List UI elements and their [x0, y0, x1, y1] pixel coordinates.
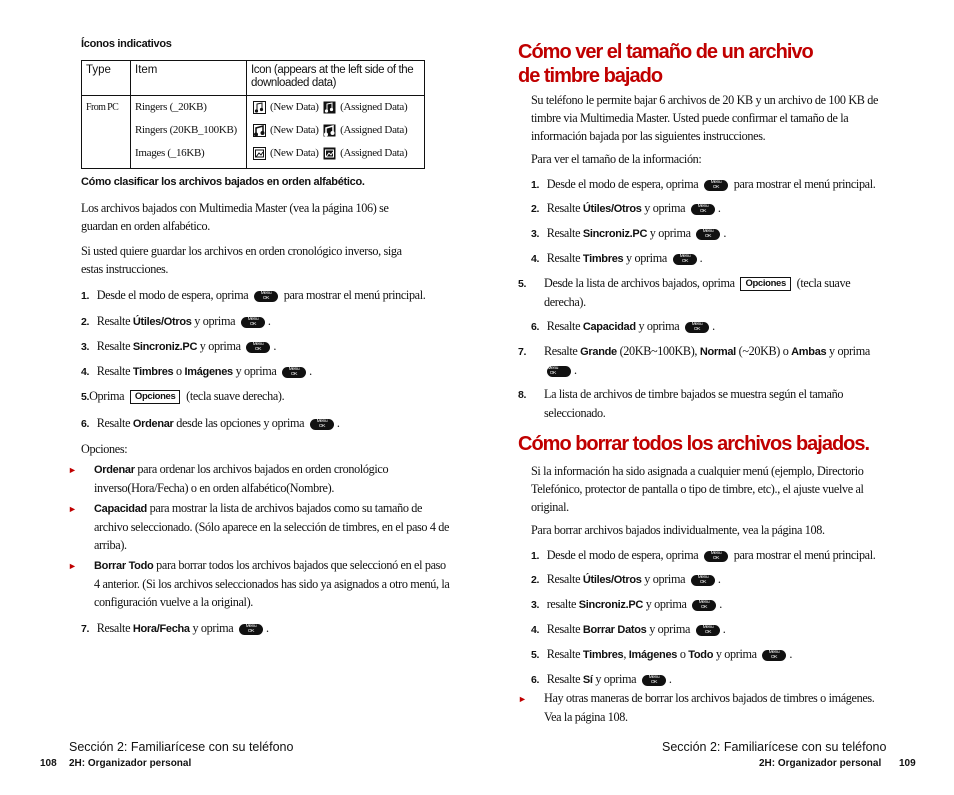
step-keyword: Sincroniz.PC: [582, 228, 648, 240]
step-text: Resalte: [546, 647, 581, 661]
option-ordenar: [68, 460, 450, 497]
step-number: 6.: [81, 418, 90, 430]
option-keyword: Borrar Todo: [94, 560, 154, 572]
step-number: 7.: [81, 623, 90, 635]
item-ringers-small: Ringers (_20KB): [135, 101, 207, 113]
right-note: [518, 689, 884, 726]
step-keyword: Imágenes: [184, 366, 233, 378]
menu-ok-icon: Menu OK: [673, 254, 697, 265]
para-2: Si usted quiere guardar los archivos en orden cronológico inverso, siga estas instrucciones.: [81, 244, 402, 276]
step-keyword: Normal: [699, 346, 736, 358]
step-text: y oprima: [638, 319, 680, 333]
left-page-number: 108: [40, 758, 57, 769]
right-intro-2: Para ver el tamaño de la información:: [531, 152, 702, 166]
bullet-arrow-icon: ►: [518, 694, 527, 704]
step-text: Desde el modo de espera, oprima: [96, 288, 249, 302]
bullet-arrow-icon: ►: [68, 561, 77, 571]
right-intro-4: Para borrar archivos bajados individualmente, vea la página 108.: [531, 523, 825, 537]
step-keyword: Capacidad: [582, 321, 636, 333]
right-step-4: 4. Resalte Timbres y oprima Menu OK .: [531, 249, 702, 268]
step-number: 1.: [531, 550, 540, 562]
step-text: y oprima: [644, 572, 686, 586]
step-keyword: Timbres: [132, 366, 174, 378]
left-footer-chapter: 2H: Organizador personal: [69, 758, 192, 769]
step-keyword: Ambas: [791, 346, 827, 358]
step-number: 2.: [531, 574, 540, 586]
step-text: y oprima: [715, 647, 757, 661]
step-keyword: Todo: [688, 649, 714, 661]
icons-heading: Íconos indicativos: [81, 38, 172, 50]
opciones-softkey: Opciones: [740, 277, 791, 291]
assigned-data-label: (Assigned Data): [340, 124, 408, 136]
item-ringers-large: Ringers (20KB_100KB): [135, 124, 237, 136]
header-icon: Icon (appears at the left side of the downloaded data): [247, 61, 425, 96]
title-ver-tamano: Cómo ver el tamaño de un archivo de timbre bajado: [518, 41, 813, 87]
assigned-data-label: (Assigned Data): [340, 101, 408, 113]
right-step-1: [531, 175, 875, 194]
menu-ok-icon: Menu OK: [246, 342, 270, 353]
menu-ok-icon: Menu OK: [691, 575, 715, 586]
right2-step-6: 6. Resalte Sí y oprima Menu OK .: [531, 670, 672, 689]
step-text: Resalte: [546, 201, 581, 215]
step-number: 3.: [531, 599, 540, 611]
new-data-label: (New Data): [270, 101, 319, 113]
left-step-1: [81, 286, 425, 305]
step-number: 7.: [518, 346, 527, 358]
left-step-7: 7. Resalte Hora/Fecha y oprima Menu OK .: [81, 619, 269, 638]
step-number: 2.: [531, 203, 540, 215]
right-intro-3: Si la información ha sido asignada a cualquier menú (ejemplo, Directorio Telefónico, protector de pantalla o tipo de timbre, etc)., el ajuste vuelve al original.: [531, 464, 864, 514]
step-text: y oprima: [829, 344, 870, 358]
new-data-label: (New Data): [270, 147, 319, 159]
menu-ok-icon: Menu OK: [547, 366, 571, 377]
step-text: (~20KB) o: [738, 344, 789, 358]
step-text: y oprima: [194, 314, 236, 328]
step-text: y oprima: [199, 339, 241, 353]
step-text: Resalte: [96, 339, 131, 353]
option-keyword: Ordenar: [94, 464, 135, 476]
menu-ok-icon: Menu OK: [239, 624, 263, 635]
step-keyword: Timbres: [582, 649, 624, 661]
step-text: Resalte: [546, 226, 581, 240]
type-cell: From PC: [82, 96, 131, 169]
ringer-large-new-icon: [253, 124, 266, 137]
icon-row-images: [251, 142, 420, 165]
icon-cell: [247, 96, 425, 169]
assigned-data-label: (Assigned Data): [340, 147, 408, 159]
opciones-softkey: Opciones: [130, 390, 181, 404]
step-number: 1.: [531, 179, 540, 191]
step-keyword: Ordenar: [132, 418, 174, 430]
right-step-6: 6. Resalte Capacidad y oprima Menu OK .: [531, 317, 715, 336]
step-keyword: Timbres: [582, 253, 624, 265]
right-step-3: 3. Resalte Sincroniz.PC y oprima Menu OK .: [531, 224, 726, 243]
menu-ok-icon: Menu OK: [704, 551, 728, 562]
option-text: para mostrar la lista de archivos bajados como su tamaño de archivo seleccionado. (Sólo aparece en la selección de timbres, en el paso 4 de arriba).: [94, 501, 450, 552]
table-row: [82, 96, 425, 169]
menu-ok-icon: Menu OK: [704, 180, 728, 191]
option-capacidad: [68, 499, 450, 554]
icon-row-ringers-small: [251, 96, 420, 119]
right-step-7: 7. Resalte Grande (20KB~100KB), Normal (~20KB) o Ambas y oprima Menu OK .: [518, 344, 870, 377]
options-label: Opciones:: [81, 442, 128, 456]
step-text: Desde la lista de archivos bajados, oprima: [544, 276, 735, 290]
item-images: Images (_16KB): [135, 147, 205, 159]
step-keyword: Útiles/Otros: [132, 316, 192, 328]
step-number: 5.: [81, 391, 90, 403]
step-text: Resalte: [96, 364, 131, 378]
step-text: (20KB~100KB),: [619, 344, 698, 358]
menu-ok-icon: Menu OK: [762, 650, 786, 661]
step-number: 4.: [81, 366, 90, 378]
step-text: resalte: [546, 597, 577, 611]
ringer-assigned-icon: [323, 101, 336, 114]
step-number: 1.: [81, 290, 90, 302]
note-text: Hay otras maneras de borrar los archivos bajados de timbres o imágenes. Vea la página 108.: [544, 691, 875, 724]
step-number: 3.: [81, 341, 90, 353]
icons-table: [81, 60, 425, 169]
step-number: 4.: [531, 624, 540, 636]
step-text: La lista de archivos de timbre bajados se muestra según el tamaño seleccionado.: [544, 387, 844, 420]
right-step-5: [518, 274, 889, 311]
step-text: Resalte: [96, 621, 131, 635]
step-text: Resalte: [546, 572, 581, 586]
step-keyword: Sincroniz.PC: [132, 341, 198, 353]
step-text: Desde el modo de espera, oprima: [546, 177, 699, 191]
step-text: para mostrar el menú principal.: [283, 288, 426, 302]
step-text: o: [679, 647, 686, 661]
menu-ok-icon: Menu OK: [310, 419, 334, 430]
menu-ok-icon: Menu OK: [696, 625, 720, 636]
step-text: y oprima: [626, 251, 667, 265]
step-text: y oprima: [192, 621, 234, 635]
left-step-5: [81, 387, 284, 406]
right2-step-4: 4. Resalte Borrar Datos y oprima Menu OK .: [531, 620, 725, 639]
step-text: Resalte: [546, 672, 581, 686]
option-keyword: Capacidad: [94, 503, 147, 515]
right2-step-3: 3. resalte Sincroniz.PC y oprima Menu OK .: [531, 595, 722, 614]
title-borrar-todos: Cómo borrar todos los archivos bajados.: [518, 433, 870, 455]
menu-ok-icon: Menu OK: [642, 675, 666, 686]
header-type: Type: [82, 61, 131, 96]
menu-ok-icon: Menu OK: [254, 291, 278, 302]
right-footer-chapter: 2H: Organizador personal: [759, 758, 882, 769]
ringer-large-assigned-icon: [323, 124, 336, 137]
left-step-6: 6. Resalte Ordenar desde las opciones y oprima Menu OK .: [81, 414, 340, 433]
step-text: para mostrar el menú principal.: [733, 177, 876, 191]
menu-ok-icon: Menu OK: [696, 229, 720, 240]
step-number: 5.: [518, 278, 527, 290]
ringer-new-icon: [253, 101, 266, 114]
option-borrar-todo: [68, 556, 450, 611]
step-keyword: Útiles/Otros: [582, 203, 642, 215]
step-text: y oprima: [645, 597, 687, 611]
step-text: ,: [623, 647, 627, 661]
step-text: Resalte: [546, 319, 581, 333]
step-keyword: Útiles/Otros: [582, 574, 642, 586]
step-number: 6.: [531, 321, 540, 333]
menu-ok-icon: Menu OK: [241, 317, 265, 328]
menu-ok-icon: Menu OK: [692, 600, 716, 611]
step-text: para mostrar el menú principal.: [733, 548, 876, 562]
right-intro: Su teléfono le permite bajar 6 archivos de 20 KB y un archivo de 100 KB de timbre via Multimedia Master. Usted puede confirmar el tamaño de la información bajada por las siguientes instrucciones.: [531, 93, 879, 143]
step-keyword: Imágenes: [628, 649, 678, 661]
right-footer-section: Sección 2: Familiarícese con su teléfono: [662, 740, 887, 754]
bullet-arrow-icon: ►: [68, 504, 77, 514]
step-keyword: Hora/Fecha: [132, 623, 190, 635]
header-item: Item: [131, 61, 247, 96]
table-header-row: [82, 61, 425, 96]
step-number: 2.: [81, 316, 90, 328]
image-assigned-icon: [323, 147, 336, 160]
right2-step-1: [531, 546, 875, 565]
step-keyword: Sí: [582, 674, 593, 686]
right2-step-5: 5. Resalte Timbres, Imágenes o Todo y oprima Menu OK .: [531, 645, 792, 664]
sort-heading: Cómo clasificar los archivos bajados en orden alfabético.: [81, 176, 365, 188]
step-text: desde las opciones y oprima: [176, 416, 305, 430]
right-step-2: 2. Resalte Útiles/Otros y oprima Menu OK .: [531, 199, 721, 218]
step-text: y oprima: [649, 226, 691, 240]
step-text: Resalte: [96, 416, 131, 430]
step-number: 3.: [531, 228, 540, 240]
step-text: Resalte: [546, 251, 581, 265]
step-text: Desde el modo de espera, oprima: [546, 548, 699, 562]
menu-ok-icon: Menu OK: [691, 204, 715, 215]
step-text: y oprima: [649, 622, 691, 636]
step-number: 4.: [531, 253, 540, 265]
step-keyword: Grande: [580, 346, 617, 358]
option-text: para ordenar los archivos bajados en orden cronológico inverso(Hora/Fecha) o en orden alfabético(Nombre).: [94, 462, 389, 495]
icon-row-ringers-large: [251, 119, 420, 142]
left-step-3: 3. Resalte Sincroniz.PC y oprima Menu OK .: [81, 337, 276, 356]
step-text: y oprima: [644, 201, 686, 215]
image-new-icon: [253, 147, 266, 160]
right2-step-2: 2. Resalte Útiles/Otros y oprima Menu OK .: [531, 570, 721, 589]
step-text: (tecla suave derecha).: [544, 276, 851, 309]
left-footer-section: Sección 2: Familiarícese con su teléfono: [69, 740, 294, 754]
left-step-4: 4. Resalte Timbres o Imágenes y oprima Menu OK .: [81, 362, 312, 381]
bullet-arrow-icon: ►: [68, 465, 77, 475]
step-keyword: Borrar Datos: [582, 624, 647, 636]
para-1: Los archivos bajados con Multimedia Master (vea la página 106) se guardan en orden alfabético.: [81, 201, 389, 233]
step-number: 8.: [518, 389, 527, 401]
step-number: 5.: [531, 649, 540, 661]
step-text: Resalte: [96, 314, 131, 328]
step-text: y oprima: [235, 364, 277, 378]
right-step-8: [518, 385, 889, 422]
menu-ok-icon: Menu OK: [685, 322, 709, 333]
step-text: Resalte: [544, 344, 578, 358]
step-text: y oprima: [595, 672, 637, 686]
left-step-2: 2. Resalte Útiles/Otros y oprima Menu OK .: [81, 312, 271, 331]
step-text: Oprima: [89, 389, 125, 403]
step-text: Resalte: [546, 622, 581, 636]
option-text: para borrar todos los archivos bajados que seleccionó en el paso 4 anterior. (Si los archivos seleccionados has sido ya asignados a otro menú, la configuración vuelve a la original).: [94, 558, 450, 609]
step-number: 6.: [531, 674, 540, 686]
new-data-label: (New Data): [270, 124, 319, 136]
step-text: (tecla suave derecha).: [186, 389, 285, 403]
right-page-number: 109: [899, 758, 916, 769]
item-cell: [131, 96, 247, 169]
step-text: o: [176, 364, 182, 378]
menu-ok-icon: Menu OK: [282, 367, 306, 378]
step-keyword: Sincroniz.PC: [578, 599, 644, 611]
